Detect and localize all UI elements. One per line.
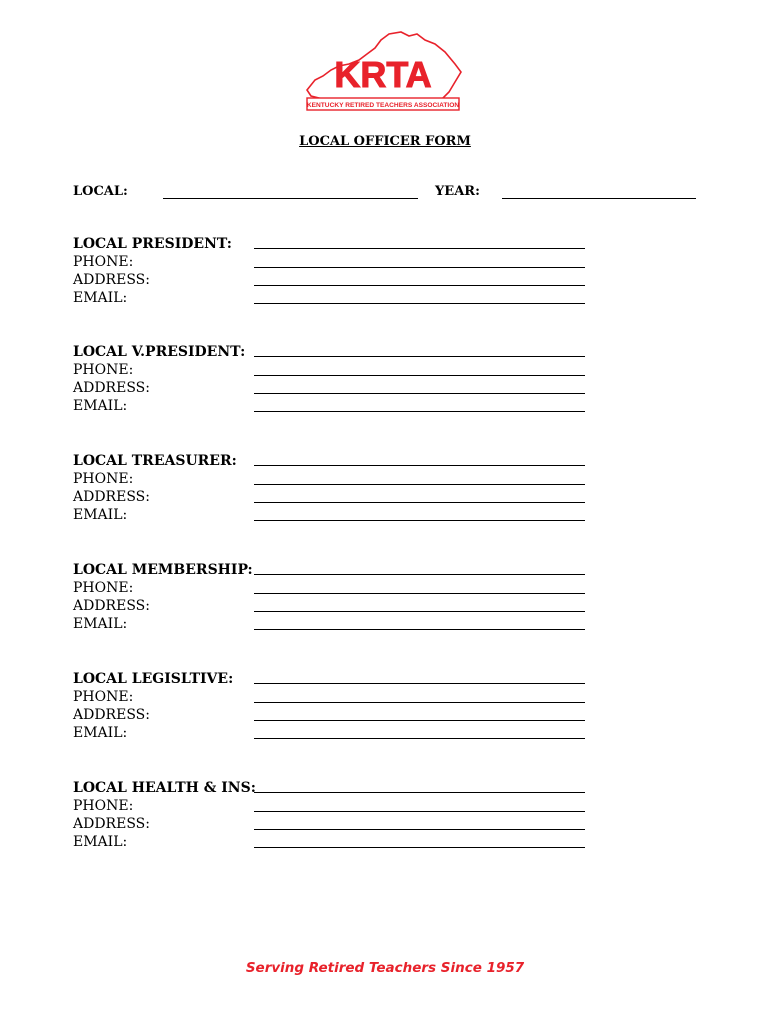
email-label: EMAIL: xyxy=(73,398,128,414)
officer-block-membership xyxy=(73,561,593,635)
phone-field[interactable] xyxy=(254,593,585,594)
phone-label: PHONE: xyxy=(73,471,134,487)
logo-banner: KENTUCKY RETIRED TEACHERS ASSOCIATION xyxy=(306,102,460,109)
logo-letters: KRTA xyxy=(334,54,432,95)
footer-tagline: Serving Retired Teachers Since 1957 xyxy=(245,960,525,976)
officer-title: LOCAL MEMBERSHIP: xyxy=(73,562,253,578)
address-label: ADDRESS: xyxy=(73,380,150,396)
address-label: ADDRESS: xyxy=(73,816,150,832)
email-field[interactable] xyxy=(254,411,585,412)
address-field[interactable] xyxy=(254,829,585,830)
email-field[interactable] xyxy=(254,629,585,630)
name-field[interactable] xyxy=(254,792,585,793)
phone-field[interactable] xyxy=(254,375,585,376)
email-label: EMAIL: xyxy=(73,834,128,850)
email-field[interactable] xyxy=(254,303,585,304)
address-label: ADDRESS: xyxy=(73,272,150,288)
email-label: EMAIL: xyxy=(73,507,128,523)
officer-title: LOCAL V.PRESIDENT: xyxy=(73,344,246,360)
officer-title: LOCAL LEGISLTIVE: xyxy=(73,671,234,687)
email-field[interactable] xyxy=(254,738,585,739)
phone-label: PHONE: xyxy=(73,254,134,270)
phone-field[interactable] xyxy=(254,702,585,703)
name-field[interactable] xyxy=(254,683,585,684)
address-field[interactable] xyxy=(254,502,585,503)
kentucky-outline-icon xyxy=(305,30,465,114)
email-field[interactable] xyxy=(254,847,585,848)
local-label: LOCAL: xyxy=(73,184,128,199)
address-label: ADDRESS: xyxy=(73,598,150,614)
address-field[interactable] xyxy=(254,611,585,612)
name-field[interactable] xyxy=(254,465,585,466)
phone-label: PHONE: xyxy=(73,689,134,705)
officer-block-president xyxy=(73,235,593,309)
phone-label: PHONE: xyxy=(73,580,134,596)
year-label: YEAR: xyxy=(435,184,480,199)
year-input-line[interactable] xyxy=(502,198,696,199)
krta-logo xyxy=(305,30,465,114)
email-field[interactable] xyxy=(254,520,585,521)
officer-title: LOCAL HEALTH & INS: xyxy=(73,780,256,796)
officer-block-legislative xyxy=(73,670,593,744)
local-input-line[interactable] xyxy=(163,198,418,199)
address-field[interactable] xyxy=(254,393,585,394)
officer-title: LOCAL TREASURER: xyxy=(73,453,237,469)
address-label: ADDRESS: xyxy=(73,489,150,505)
phone-label: PHONE: xyxy=(73,798,134,814)
address-field[interactable] xyxy=(254,285,585,286)
form-title: LOCAL OFFICER FORM xyxy=(299,134,471,149)
address-field[interactable] xyxy=(254,720,585,721)
name-field[interactable] xyxy=(254,574,585,575)
phone-label: PHONE: xyxy=(73,362,134,378)
officer-block-vice-president xyxy=(73,343,593,417)
phone-field[interactable] xyxy=(254,811,585,812)
email-label: EMAIL: xyxy=(73,290,128,306)
officer-block-health-ins xyxy=(73,779,593,853)
email-label: EMAIL: xyxy=(73,725,128,741)
name-field[interactable] xyxy=(254,356,585,357)
officer-title: LOCAL PRESIDENT: xyxy=(73,236,232,252)
name-field[interactable] xyxy=(254,248,585,249)
address-label: ADDRESS: xyxy=(73,707,150,723)
phone-field[interactable] xyxy=(254,267,585,268)
officer-block-treasurer xyxy=(73,452,593,526)
phone-field[interactable] xyxy=(254,484,585,485)
email-label: EMAIL: xyxy=(73,616,128,632)
